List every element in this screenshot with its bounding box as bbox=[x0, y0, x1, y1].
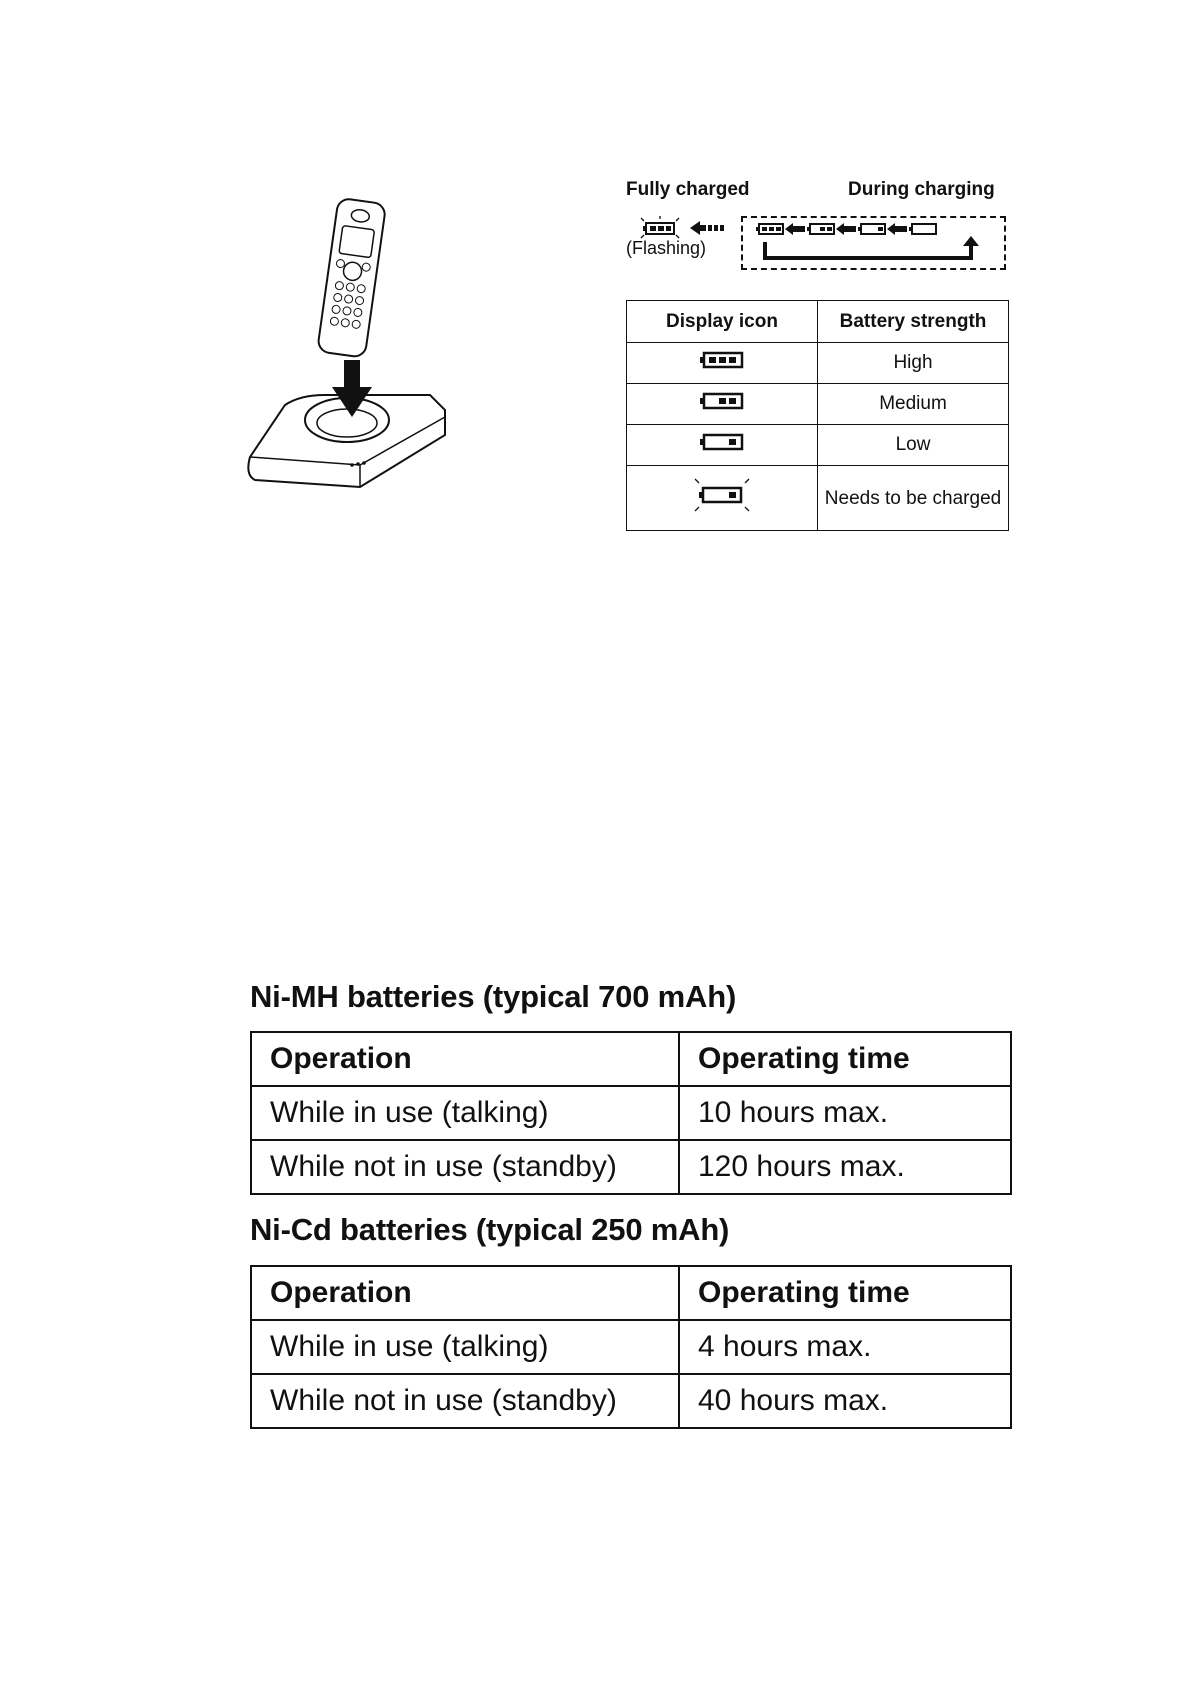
battery-strength-value: Needs to be charged bbox=[818, 466, 1009, 531]
table-row bbox=[251, 1320, 1011, 1374]
table-header-row bbox=[627, 301, 1009, 343]
battery-icon-cell bbox=[627, 466, 818, 531]
phone-charger-illustration bbox=[240, 195, 465, 510]
operation-cell: While not in use (standby) bbox=[251, 1374, 679, 1428]
column-header-display-icon: Display icon bbox=[627, 301, 818, 343]
column-header-operation: Operation bbox=[251, 1032, 679, 1086]
column-header-battery-strength: Battery strength bbox=[818, 301, 1009, 343]
battery-low-icon bbox=[699, 433, 745, 451]
table-row bbox=[251, 1374, 1011, 1428]
battery-strength-value: Medium bbox=[818, 384, 1009, 425]
operating-time-cell: 4 hours max. bbox=[679, 1320, 1011, 1374]
operating-time-cell: 40 hours max. bbox=[679, 1374, 1011, 1428]
operating-time-cell: 120 hours max. bbox=[679, 1140, 1011, 1194]
nicd-section-title: Ni-Cd batteries (typical 250 mAh) bbox=[250, 1212, 730, 1247]
battery-strength-table bbox=[626, 300, 1009, 531]
battery-icon-cell bbox=[627, 425, 818, 466]
column-header-operation: Operation bbox=[251, 1266, 679, 1320]
battery-icon-cell bbox=[627, 384, 818, 425]
battery-strength-value: Low bbox=[818, 425, 1009, 466]
during-charging-label: During charging bbox=[848, 179, 995, 200]
table-row bbox=[627, 343, 1009, 384]
table-row bbox=[627, 425, 1009, 466]
battery-icon-cell bbox=[627, 343, 818, 384]
charging-cycle-icon bbox=[743, 218, 1004, 268]
table-row bbox=[251, 1086, 1011, 1140]
battery-medium-icon bbox=[699, 392, 745, 410]
table-header-row bbox=[251, 1266, 1011, 1320]
operation-cell: While not in use (standby) bbox=[251, 1140, 679, 1194]
table-row bbox=[627, 466, 1009, 531]
nicd-operating-time-table bbox=[250, 1265, 1012, 1429]
table-row bbox=[627, 384, 1009, 425]
operating-time-cell: 10 hours max. bbox=[679, 1086, 1011, 1140]
battery-strength-value: High bbox=[818, 343, 1009, 384]
table-header-row bbox=[251, 1032, 1011, 1086]
nimh-operating-time-table bbox=[250, 1031, 1012, 1195]
nimh-section-title: Ni-MH batteries (typical 700 mAh) bbox=[250, 979, 737, 1014]
fully-charged-label: Fully charged bbox=[626, 179, 750, 200]
operation-cell: While in use (talking) bbox=[251, 1320, 679, 1374]
column-header-operating-time: Operating time bbox=[679, 1032, 1011, 1086]
column-header-operating-time: Operating time bbox=[679, 1266, 1011, 1320]
battery-flashing-icon bbox=[691, 477, 753, 513]
flashing-label: (Flashing) bbox=[626, 238, 707, 258]
arrow-left-icon bbox=[690, 219, 728, 237]
charging-cycle-box bbox=[741, 216, 1006, 270]
operation-cell: While in use (talking) bbox=[251, 1086, 679, 1140]
battery-full-icon bbox=[699, 351, 745, 369]
handset bbox=[317, 198, 386, 358]
table-row bbox=[251, 1140, 1011, 1194]
